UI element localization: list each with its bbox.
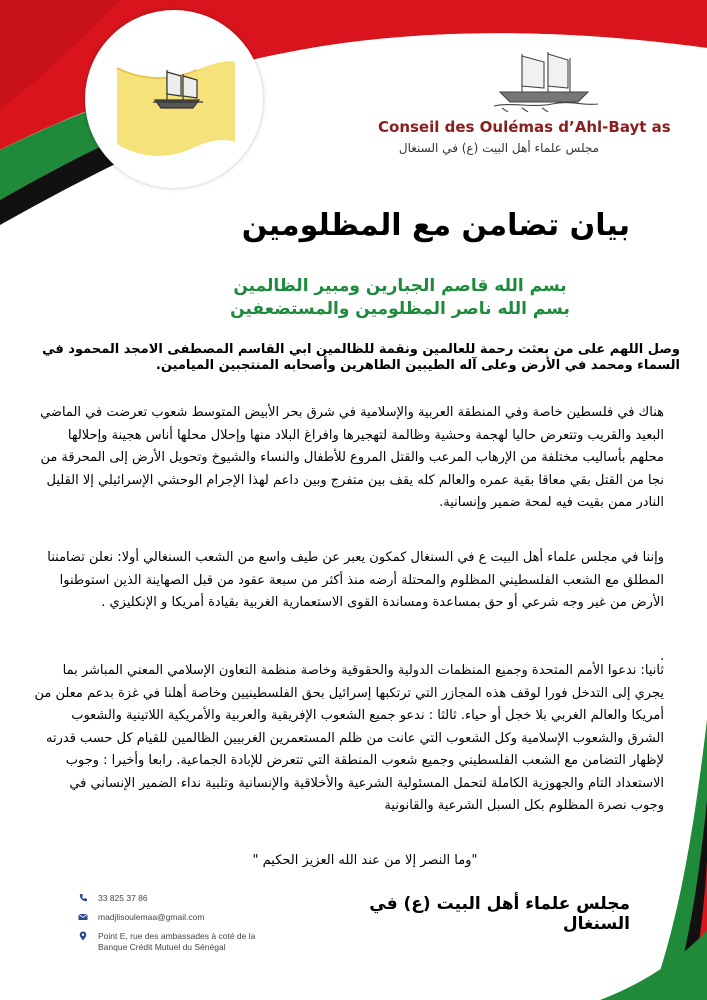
postal-address: Point E, rue des ambassades à coté de la Banque Crédit Mutuel du Sénégal [98, 931, 256, 952]
closing-verse: "وما النصر إلا من عند الله العزيز الحكيم " [252, 853, 478, 868]
phone-icon [78, 893, 88, 903]
paragraph-intro: هناك في فلسطين خاصة وفي المنطقة العربية والإسلامية في شرق بحر الأبيض المتوسط شعوب تعرضت في الماضي البعيد والقريب وتتعرض حاليا لهجمة وحشية وظالمة لتهجيرها وافراغ البلاد منها وإحلال محلها أناس هجينة وإحلالها محلهم بأساليب مختلفة من الإرهاب المرعب والقتل المروع للأطفال والنساء والشيوخ وتحويل الأرض إلى المحرقة من نجا من القتل بقي معاقا بقية عمره والعالم كله يقف بين متفرج وبين داعم لهذا الإجرام الوحشي الإسرائيلي إلا القليل النادر ممن بقيت فيه لمحة ضمير وإنسانية. [40, 405, 664, 510]
location-pin-icon [78, 931, 88, 941]
organization-name-latin: Conseil des Oulémas d’Ahl-Bayt as [378, 118, 671, 136]
basmala-line-2: بسم الله ناصر المظلومين والمستضعفين [230, 299, 570, 319]
logo-flag-emblem [85, 10, 263, 188]
salawat-paragraph: وصل اللهم على من بعثت رحمة للعالمين ونقمة للظالمين ابي القاسم المصطفى الامجد المحمود في السماء ومحمد في الأرض وعلى آله الطيبين الطاهرين وأصحابه المنتجبين الميامين. [42, 342, 680, 373]
ship-emblem-icon [492, 48, 600, 112]
email-icon [78, 912, 88, 922]
organization-name-arabic: مجلس علماء أهل البيت (ع) في السنغال [398, 141, 600, 155]
paragraph-first-point: وإننا في مجلس علماء أهل البيت ع في السنغال كمكون يعبر عن طيف واسع من الشعب السنغالي أولا: نعلن تضامننا المطلق مع الشعب الفلسطيني المظلوم والمحتلة أرضه منذ أكثر من سبعة عقود من قبل الصهاينة الذين استوطنوا الأرض من غير وجه شرعي أو حق بمساعدة ومساندة القوى الاستعمارية الغربية بقيادة أمريكا و الإنكليزي . [47, 550, 664, 610]
email-address: madjlisoulemaa@gmail.com [98, 912, 205, 922]
statement-title: بيان تضامن مع المظلومين [241, 208, 630, 243]
separator-dot: . [660, 648, 665, 664]
signature: مجلس علماء أهل البيت (ع) في السنغال [369, 894, 630, 934]
phone-number: 33 825 37 86 [98, 893, 148, 903]
paragraph-remaining-points: ثانيا: ندعوا الأمم المتحدة وجميع المنظمات الدولية والحقوقية وخاصة منظمة التعاون الإسلامي المعني المباشر بما يجري إلى التدخل فورا لوقف هذه المجازر التي ترتكبها إسرائيل بحق الفلسطينيين وخاصة أهلنا في غزة بدعم معلن من أمريكا والعالم الغربي بلا خجل أو حياء. ثالثا : ندعو جميع الشعوب الإفريقية والعربية والأمريكية اللاتينية والشعوب الشرق والشعوب الإسلامية وكل الشعوب التي عانت من ظلم المستعمرين الغربيين الظالمين للقيام كل حسب قدرته لإظهار التضامن مع الشعب الفلسطيني وجميع شعوب المنطقة التي تتعرض للإبادة الجماعية. رابعا وأخيرا : وجوب الاستعداد التام والجهوزية الكاملة لتحمل المسئولية الشرعية والأخلاقية والإنسانية وتلبية نداء الضمير الإنساني في وجوب نصرة المظلوم بكل السبل الشرعية والقانونية [34, 663, 664, 813]
logo-circle [85, 10, 263, 188]
basmala-line-1: بسم الله قاصم الجبارين ومبير الظالمين [233, 276, 567, 296]
